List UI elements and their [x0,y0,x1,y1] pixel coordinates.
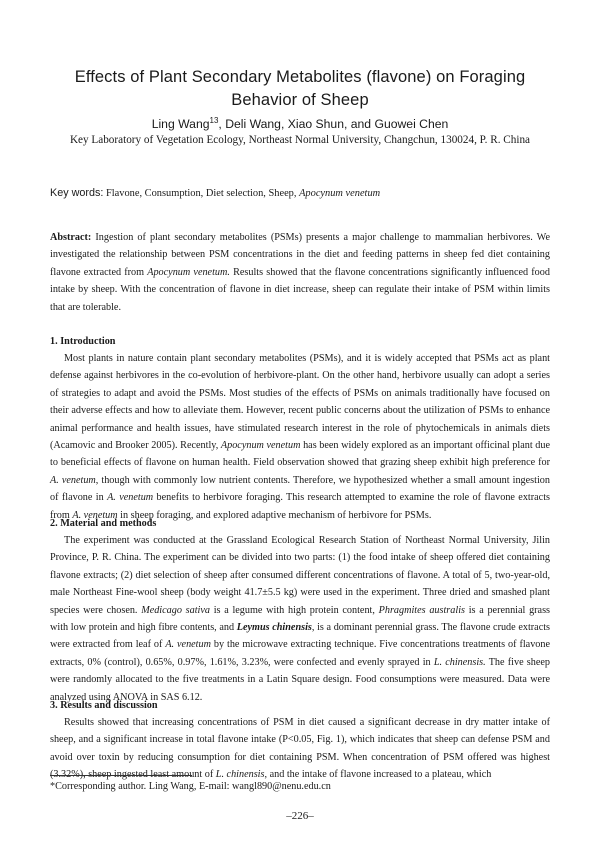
methods-heading: 2. Material and methods [50,518,157,529]
methods-species-4: A. venetum [165,639,211,651]
methods-text-6: The five sheep were randomly allocated to the five treatments in a Latin Square design. Food consumptions were measured. Data were analyzed using ANOVA in SAS 6.12. [50,656,550,703]
author-list [60,116,540,131]
methods-species-2: Phragmites australis [378,604,465,616]
keywords-italic: Apocynum venetum [299,188,381,199]
results-text-2: , and the intake of flavone increased to a plateau, which [264,769,492,781]
introduction-heading: 1. Introduction [50,336,116,347]
author-superscript: 13 [209,116,219,125]
introduction-paragraph [50,350,550,524]
other-authors: , Deli Wang, Xiao Shun, and Guowei Chen [218,117,449,132]
methods-text-3: is a perennial grass with low protein and high fibre contents, and [50,604,551,634]
section-introduction [50,333,550,524]
results-paragraph [50,714,550,784]
methods-text-1: The experiment was conducted at the Grassland Ecological Research Station of Northeast Normal University, Jilin Province, P. R. China. The experiment can be divided into two parts: (1) the food intake of sheep offered diet containing flavone extracts; (2) diet selection of sheep after consumed different concentrations of flavone. A total of 5, two-year-old, male Northeast Fine-wool sheep (body weight 41.7±5.5 kg) were used in the experiment. Three dried and smashed plant species were chosen. [50,535,550,616]
section-results [50,697,550,784]
abstract-text-2: Results showed that the flavone concentrations significantly influenced food intake by sheep. With the concentration of flavone in diet increase, sheep can regulate their intake of PSM within limits that are tolerable. [50,266,550,313]
section-methods [50,515,550,706]
first-author: Ling Wang [151,117,210,132]
methods-text-4: , is a dominant perennial grass. The flavone crude extracts were extracted from leaf of [50,622,551,651]
intro-species-2: A. venetum [50,474,96,486]
methods-text-2: is a legume with high protein content, [210,604,379,616]
methods-species-5: L. chinensis. [433,656,486,668]
affiliation: Key Laboratory of Vegetation Ecology, Northeast Normal University, Changchun, 130024, P. R. China [69,134,531,146]
keywords [50,187,550,199]
abstract-label: Abstract: [50,232,92,243]
methods-paragraph [50,532,550,706]
results-heading: 3. Results and discussion [50,700,158,711]
intro-species-3: A. venetum [107,492,154,504]
abstract [50,229,550,316]
methods-species-1: Medicago sativa [141,604,210,616]
results-text-1: Results showed that increasing concentrations of PSM in diet caused a significant decrease in dry matter intake of sheep, and a significant increase in total flavone intake (P<0.05, Fig. 1), which indicates that sheep can defense PSM and avoid over toxin by reducing consumption for diet containing PSM. When concentration of PSM offered was highest (3.32%), sheep ingested least amount of [50,717,550,781]
intro-species-4: A. venetum [72,509,118,521]
footnote-rule [50,775,192,776]
abstract-species: Apocynum venetum. [147,266,230,278]
paper-title: Effects of Plant Secondary Metabolites (flavone) on Foraging Behavior of Sheep [74,68,526,109]
results-species-1: L. chinensis [215,769,265,781]
intro-species-1: Apocynum venetum [220,440,301,452]
intro-text-3: , though with commonly low nutrient contents. Therefore, we hypothesized whether a small amount ingestion of flavone in [50,474,550,504]
intro-text-1: Most plants in nature contain plant secondary metabolites (PSMs), and it is widely accepted that PSMs act as plant defense against herbivores in the co-evolution of herbivore-plant. On the other hand, herbivore usually can adopt a series of strategies to adapt and avoid the PSMs. Most studies of the effects of PSMs on animals traditionally have focused on their adverse effects and how to alleviate them. However, recent public concerns about the utilization of PSMs to enhance animal performance and health issues, have stimulated research interest in the role of phytochemicals in animals diets (Acamovic and Brooker 2005). Recently, [50,353,550,452]
intro-text-4: benefits to herbivore foraging. This research attempted to examine the role of flavone extracts from [50,492,550,521]
keywords-text: Flavone, Consumption, Diet selection, Sheep, [103,188,300,199]
intro-text-2: has been widely explored as an important officinal plant due to beneficial effects of flavone on human health. Field observation showed that grazing sheep exhibit high preference for [50,440,551,469]
intro-text-5: in sheep foraging, and explored adaptive mechanism of herbivore for PSMs. [117,509,432,521]
abstract-text: Ingestion of plant secondary metabolites (PSMs) presents a major challenge to mammalian herbivores. We investigated the relationship between PSM concentrations in the diet and feeding patterns in sheep fed diet containing flavone extracted from [50,232,550,278]
footnote: *Corresponding author. Ling Wang, E-mail: wangl890@nenu.edu.cn [50,781,331,792]
keywords-label: Key words: [50,187,104,199]
methods-text-5: by the microwave extracting technique. Five concentrations treatments of flavone extracts, 0% (control), 0.65%, 0.97%, 1.61%, 3.23%, were confected and evenly sprayed in [50,639,550,668]
methods-species-3: Leymus chinensis [236,622,312,634]
page-number: –226– [286,810,314,822]
